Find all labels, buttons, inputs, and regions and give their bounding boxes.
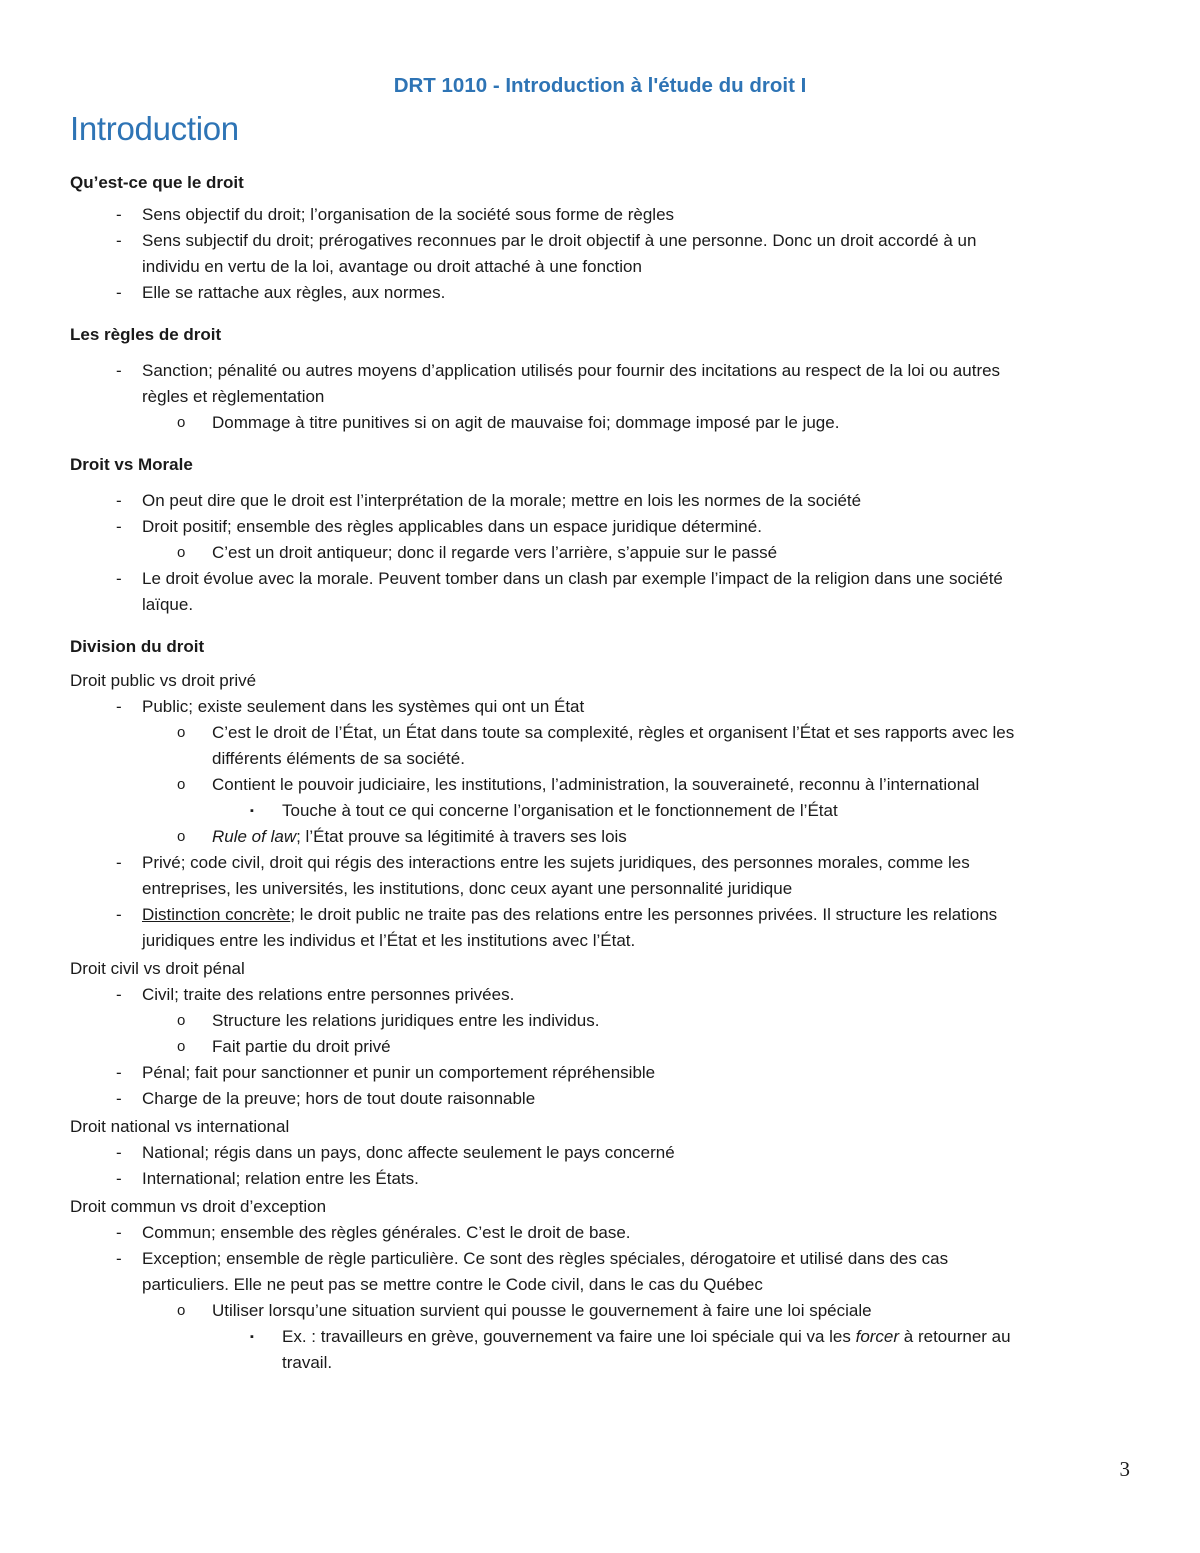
bullet-marker: - [116, 231, 122, 250]
bullet-marker: - [116, 1169, 122, 1188]
bullet-marker: - [116, 205, 122, 224]
document-title: DRT 1010 - Introduction à l'étude du droit I [393, 74, 807, 97]
line-text: C’est un droit antiqueur; donc il regarde vers l’arrière, s’appuie sur le passé [212, 543, 778, 562]
bullet-item [70, 1220, 1200, 1246]
bullet-item [70, 694, 1200, 720]
line-text: laïque. [142, 595, 194, 614]
bullet-item [70, 202, 1200, 228]
bullet-item [70, 1166, 1200, 1192]
bullet-continuation [70, 592, 1200, 618]
line-text: On peut dire que le droit est l’interprétation de la morale; mettre en lois les normes de la société [142, 491, 862, 510]
paragraph-line [70, 1114, 1130, 1140]
bullet-marker: - [116, 1089, 122, 1108]
line-text: Droit positif; ensemble des règles applicables dans un espace juridique déterminé. [142, 517, 762, 536]
bullet-marker: o [177, 1302, 186, 1319]
line-text: Sens objectif du droit; l’organisation de la société sous forme de règles [142, 205, 675, 224]
bullet-item [70, 1060, 1200, 1086]
bullet-item [70, 566, 1200, 592]
paragraph-line [70, 956, 1130, 982]
line-text: Civil; traite des relations entre personnes privées. [142, 985, 515, 1004]
bullet-item [70, 772, 1200, 798]
bullet-item [70, 280, 1200, 306]
line-text: Contient le pouvoir judiciaire, les institutions, l’administration, la souveraineté, reconnu à l’international [212, 775, 980, 794]
section-subheading [70, 452, 1130, 478]
line-text: Touche à tout ce qui concerne l’organisation et le fonctionnement de l’État [282, 801, 838, 820]
bullet-marker: ▪ [250, 1331, 254, 1343]
line-text: Droit vs Morale [70, 455, 193, 474]
line-text: Charge de la preuve; hors de tout doute raisonnable [142, 1089, 536, 1108]
line-text: Droit commun vs droit d’exception [70, 1197, 327, 1216]
bullet-item [70, 1086, 1200, 1112]
line-text: différents éléments de sa société. [212, 749, 465, 768]
page-number: 3 [1119, 1457, 1130, 1481]
bullet-item [70, 982, 1200, 1008]
bullet-marker: o [177, 414, 186, 431]
section-subheading [70, 322, 1130, 348]
line-text: à retourner au [899, 1327, 1011, 1346]
italic-text: Rule of law [212, 827, 297, 846]
line-text: Le droit évolue avec la morale. Peuvent tomber dans un clash par exemple l’impact de la religion dans une société [142, 569, 1003, 588]
line-text: Public; existe seulement dans les systèmes qui ont un État [142, 697, 585, 716]
bullet-marker: - [116, 1249, 122, 1268]
bullet-marker: o [177, 776, 186, 793]
line-text: C’est le droit de l’État, un État dans toute sa complexité, règles et organisent l’État et ses rapports avec les [212, 723, 1015, 742]
line-text: entreprises, les universités, les institutions, donc ceux ayant une personnalité juridique [142, 879, 793, 898]
bullet-marker: - [116, 361, 122, 380]
bullet-item [70, 850, 1200, 876]
bullet-marker: - [116, 1063, 122, 1082]
section-heading: Introduction [70, 110, 239, 147]
line-text: Division du droit [70, 637, 205, 656]
underlined-text: Distinction concrète [142, 905, 291, 924]
bullet-marker: - [116, 853, 122, 872]
bullet-continuation [70, 746, 1200, 772]
bullet-continuation [70, 928, 1200, 954]
bullet-item [70, 720, 1200, 746]
line-text: Les règles de droit [70, 325, 222, 344]
bullet-marker: - [116, 569, 122, 588]
bullet-continuation [70, 384, 1200, 410]
line-text: ; le droit public ne traite pas des relations entre les personnes privées. Il structure les relations [290, 905, 998, 924]
line-text: Sens subjectif du droit; prérogatives reconnues par le droit objectif à une personne. Donc un droit accordé à un [142, 231, 977, 250]
line-text: Sanction; pénalité ou autres moyens d’application utilisés pour fournir des incitations au respect de la loi ou autres [142, 361, 1001, 380]
line-text: Droit public vs droit privé [70, 671, 257, 690]
italic-text: forcer [855, 1327, 900, 1346]
bullet-continuation [70, 1272, 1200, 1298]
line-text: Exception; ensemble de règle particulière. Ce sont des règles spéciales, dérogatoire et utilisé dans des cas [142, 1249, 949, 1268]
line-text: Privé; code civil, droit qui régis des interactions entre les sujets juridiques, des personnes morales, comme les [142, 853, 970, 872]
bullet-marker: o [177, 1012, 186, 1029]
line-text: Structure les relations juridiques entre les individus. [212, 1011, 600, 1030]
line-text: Droit national vs international [70, 1117, 290, 1136]
section-subheading [70, 634, 1130, 660]
line-text: National; régis dans un pays, donc affecte seulement le pays concerné [142, 1143, 675, 1162]
bullet-continuation [70, 876, 1200, 902]
bullet-marker: - [116, 283, 122, 302]
bullet-item [70, 824, 1200, 850]
paragraph-line [70, 668, 1130, 694]
line-text: Elle se rattache aux règles, aux normes. [142, 283, 446, 302]
line-text: Dommage à titre punitives si on agit de mauvaise foi; dommage imposé par le juge. [212, 413, 840, 432]
line-text: règles et règlementation [142, 387, 325, 406]
line-text: Utiliser lorsqu’une situation survient qui pousse le gouvernement à faire une loi spéciale [212, 1301, 872, 1320]
bullet-marker: o [177, 828, 186, 845]
bullet-item [70, 902, 1200, 928]
bullet-item [70, 798, 1200, 824]
line-text: Qu’est-ce que le droit [70, 173, 244, 192]
bullet-marker: - [116, 491, 122, 510]
bullet-marker: - [116, 1223, 122, 1242]
line-text: individu en vertu de la loi, avantage ou droit attaché à une fonction [142, 257, 642, 276]
paragraph-line [70, 1194, 1130, 1220]
bullet-marker: - [116, 905, 122, 924]
line-text: Pénal; fait pour sanctionner et punir un comportement répréhensible [142, 1063, 656, 1082]
bullet-item [70, 228, 1200, 254]
bullet-item [70, 488, 1200, 514]
bullet-item [70, 1140, 1200, 1166]
bullet-item [70, 514, 1200, 540]
line-text: Droit civil vs droit pénal [70, 959, 245, 978]
line-text: Ex. : travailleurs en grève, gouvernement va faire une loi spéciale qui va les [282, 1327, 856, 1346]
bullet-item [70, 1246, 1200, 1272]
bullet-marker: o [177, 724, 186, 741]
bullet-item [70, 1324, 1200, 1350]
bullet-item [70, 540, 1200, 566]
bullet-item [70, 358, 1200, 384]
bullet-marker: - [116, 1143, 122, 1162]
bullet-continuation [70, 1350, 1200, 1376]
bullet-marker: o [177, 544, 186, 561]
line-text: International; relation entre les États. [142, 1169, 419, 1188]
section-subheading [70, 170, 1130, 196]
line-text: travail. [282, 1353, 333, 1372]
bullet-item [70, 1008, 1200, 1034]
bullet-marker: - [116, 517, 122, 536]
bullet-continuation [70, 254, 1200, 280]
line-text: Fait partie du droit privé [212, 1037, 391, 1056]
bullet-item [70, 1298, 1200, 1324]
bullet-marker: ▪ [250, 805, 254, 817]
line-text: juridiques entre les individus et l’État et les institutions avec l’État. [142, 931, 636, 950]
bullet-marker: o [177, 1038, 186, 1055]
bullet-marker: - [116, 985, 122, 1004]
bullet-item [70, 1034, 1200, 1060]
line-text: particuliers. Elle ne peut pas se mettre contre le Code civil, dans le cas du Québec [142, 1275, 763, 1294]
line-text: Commun; ensemble des règles générales. C’est le droit de base. [142, 1223, 631, 1242]
bullet-marker: - [116, 697, 122, 716]
line-text: ; l’État prouve sa légitimité à travers ses lois [296, 827, 627, 846]
bullet-item [70, 410, 1200, 436]
